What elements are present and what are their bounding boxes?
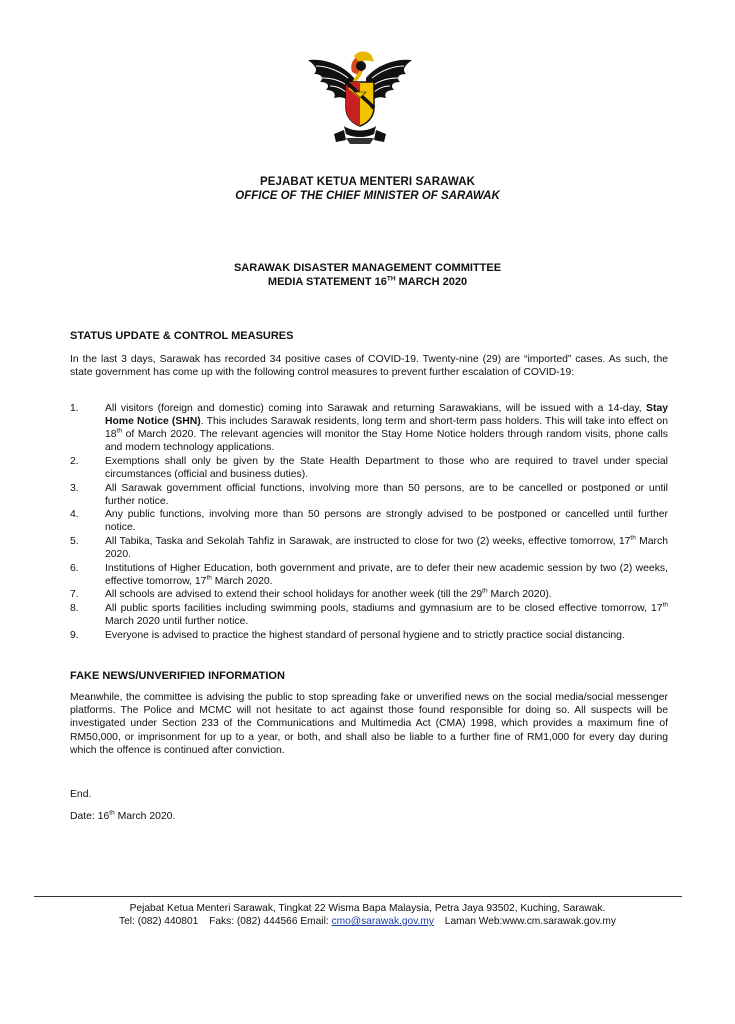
list-item-text: Any public functions, involving more than 50 persons are strongly advised to be postponed or cancelled until further notice.	[105, 509, 668, 534]
control-measures-list	[70, 402, 668, 642]
list-item-number: 3.	[70, 482, 79, 494]
list-item-text: All Sarawak government official functions, involving more than 50 persons, are to be cancelled or postponed or until further notice.	[105, 482, 668, 507]
list-item	[70, 508, 668, 534]
list-item-text: All visitors (foreign and domestic) coming into Sarawak and returning Sarawakians, will be issued with a 14-day, Stay Home Notice (SHN). This includes Sarawak residents, long term and short-term pass holders. This will take into effect on 18th of March 2020. The relevant agencies will monitor the Stay Home Notice holders through random visits, phone calls and modern technology applications.	[105, 403, 668, 454]
list-item-number: 2.	[70, 455, 79, 467]
list-item-text: Exemptions shall only be given by the State Health Department to those who are required to travel under special circumstances (official and business duties).	[105, 455, 668, 480]
list-item-text: All public sports facilities including swimming pools, stadiums and gymnasium are to be closed effective tomorrow, 17th March 2020 until further notice.	[105, 601, 668, 627]
list-item-text: All Tabika, Taska and Sekolah Tahfiz in Sarawak, are instructed to close for two (2) weeks, effective tomorrow, 17th March 2020.	[105, 534, 668, 561]
media-statement-suffix: MARCH 2020	[395, 276, 468, 288]
media-statement-title	[0, 276, 735, 288]
footer-email-link[interactable]: cmo@sarawak.gov.my	[331, 916, 434, 927]
list-item-number: 6.	[70, 562, 79, 574]
footer-contacts	[0, 916, 735, 927]
list-item	[70, 455, 668, 481]
list-item-number: 5.	[70, 535, 79, 547]
shn-emphasis: Stay Home Notice (SHN)	[105, 403, 668, 428]
status-heading: STATUS UPDATE & CONTROL MEASURES	[70, 330, 294, 342]
list-item-number: 9.	[70, 629, 79, 641]
list-item-text: All schools are advised to extend their school holidays for another week (till the 29th March 2020).	[105, 587, 552, 601]
footer-address: Pejabat Ketua Menteri Sarawak, Tingkat 22 Wisma Bapa Malaysia, Petra Jaya 93502, Kuching, Sarawak.	[129, 903, 606, 914]
list-item	[70, 562, 668, 588]
fake-news-heading: FAKE NEWS/UNVERIFIED INFORMATION	[70, 670, 285, 682]
office-title-malay: PEJABAT KETUA MENTERI SARAWAK	[259, 176, 476, 188]
list-item-number: 8.	[70, 602, 79, 614]
list-item	[70, 535, 668, 561]
committee-title: SARAWAK DISASTER MANAGEMENT COMMITTEE	[233, 262, 502, 274]
list-item	[70, 588, 668, 601]
footer-tel: Tel: (082) 440801	[119, 916, 199, 927]
list-item	[70, 402, 668, 454]
footer-email-label: Email:	[300, 916, 329, 927]
list-item-number: 4.	[70, 509, 79, 521]
footer-fax: Faks: (082) 444566	[209, 916, 298, 927]
footer-divider	[34, 896, 682, 897]
list-item	[70, 482, 668, 508]
media-statement-sup: TH	[386, 275, 396, 283]
fake-news-paragraph: Meanwhile, the committee is advising the public to stop spreading fake or unverified news on the social media/social messenger platforms. The Police and MCMC will not hesitate to act against those found responsible for doing so. All suspects will be investigated under Section 233 of the Communications and Multimedia Act (CMA) 1998, which provides a maximum fine of RM50,000, or imprisonment for up to a year, or both, and shall also be liable to a further fine of RM1,000 for every day during which the offence is continued after conviction.	[70, 692, 668, 756]
list-item	[70, 629, 668, 642]
list-item-number: 7.	[70, 589, 79, 601]
footer-website: Laman Web:www.cm.sarawak.gov.my	[444, 916, 616, 927]
list-item-text: Institutions of Higher Education, both government and private, are to defer their new academic session by two (2) weeks, effective tomorrow, 17th March 2020.	[105, 562, 668, 587]
sarawak-crest-icon	[304, 48, 416, 152]
statement-date: Date: 16th March 2020.	[70, 809, 176, 822]
media-statement-prefix: MEDIA STATEMENT 16	[267, 276, 387, 288]
list-item	[70, 602, 668, 628]
end-marker: End.	[70, 789, 92, 800]
office-title-english: OFFICE OF THE CHIEF MINISTER OF SARAWAK	[235, 190, 500, 202]
status-intro: In the last 3 days, Sarawak has recorded 34 positive cases of COVID-19. Twenty-nine (29) are “imported” cases. As such, the state government has come up with the following control measures to prevent further escalation of COVID-19:	[70, 354, 668, 379]
list-item-number: 1.	[70, 403, 79, 414]
list-item-text: Everyone is advised to practice the highest standard of personal hygiene and to strictly practice social distancing.	[105, 629, 625, 641]
